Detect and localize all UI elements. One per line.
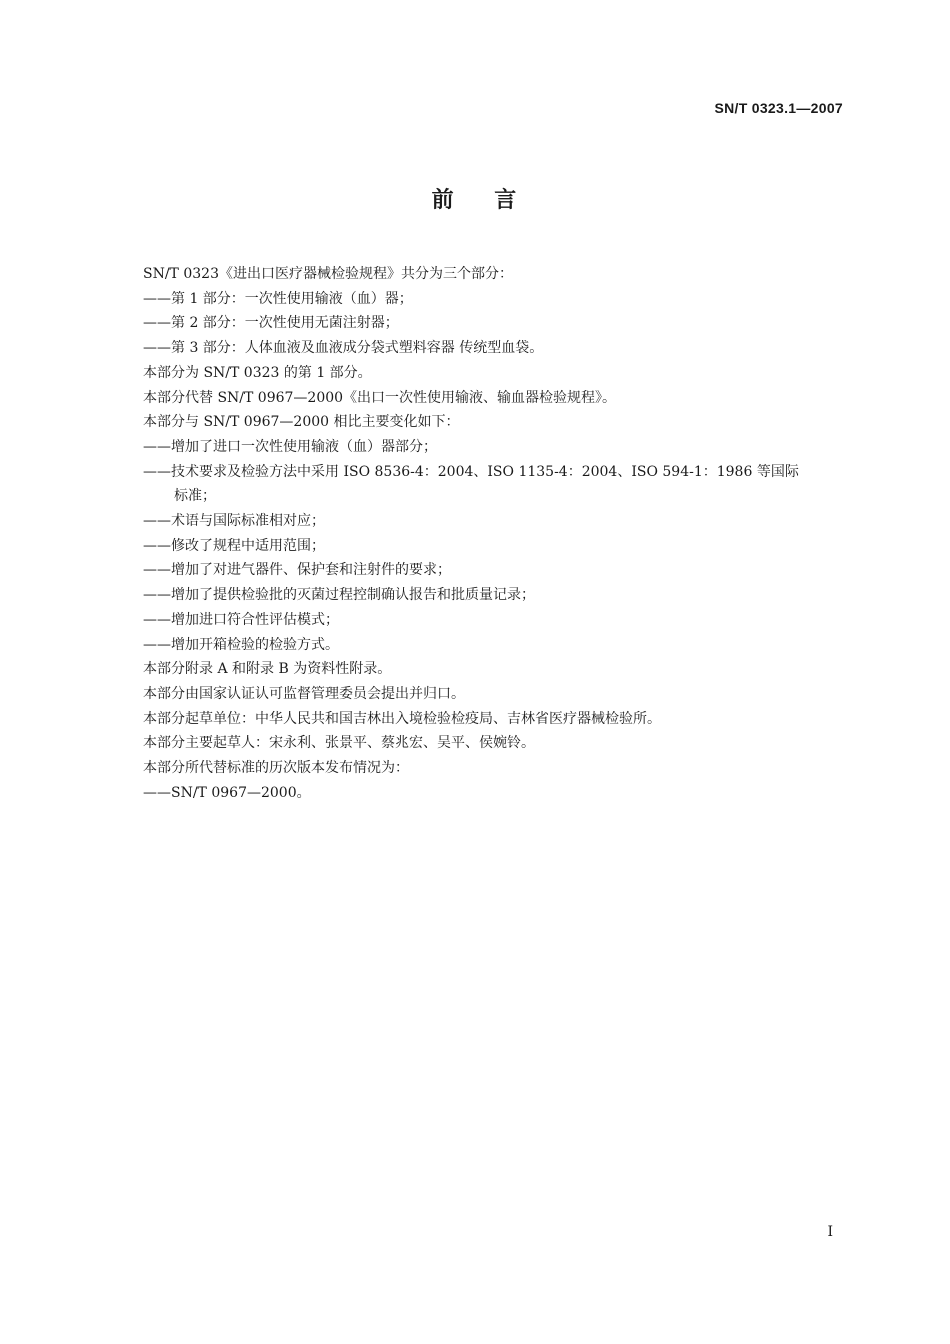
foreword-body [143,262,845,805]
annex-statement: 本部分附录 A 和附录 B 为资料性附录。 [143,661,392,678]
part-statement: 本部分为 SN/T 0323 的第 1 部分。 [143,364,372,381]
change-item: ——增加了提供检验批的灭菌过程控制确认报告和批质量记录； [143,587,535,604]
intro-line: SN/T 0323《进出口医疗器械检验规程》共分为三个部分： [143,266,513,282]
drafters: 本部分主要起草人：宋永利、张景平、蔡兆宏、吴平、侯婉铃。 [143,735,535,752]
change-item: ——修改了规程中适用范围； [143,537,325,554]
drafting-units: 本部分起草单位：中华人民共和国吉林出入境检验检疫局、吉林省医疗器械检验所。 [143,710,661,727]
change-item: ——增加了对进气器件、保护套和注射件的要求； [143,562,451,579]
part-3-item: ——第 3 部分：人体血液及血液成分袋式塑料容器 传统型血袋。 [143,340,544,357]
history-intro: 本部分所代替标准的历次版本发布情况为： [143,760,409,777]
change-item-continuation: 标准； [174,488,216,505]
change-item: ——技术要求及检验方法中采用 ISO 8536-4：2004、ISO 1135-4：2004、ISO 594-1：1986 等国际 [143,463,799,480]
history-item: ——SN/T 0967—2000。 [143,784,311,801]
change-item: ——增加开箱检验的检验方式。 [143,636,339,653]
standard-number: SN/T 0323.1—2007 [714,100,843,116]
changes-intro: 本部分与 SN/T 0967—2000 相比主要变化如下： [143,414,460,431]
change-item: ——增加了进口一次性使用输液（血）器部分； [143,438,437,455]
page-number: I [827,1224,833,1240]
change-item: ——术语与国际标准相对应； [143,513,325,530]
part-2-item: ——第 2 部分：一次性使用无菌注射器； [143,315,399,332]
change-item: ——增加进口符合性评估模式； [143,611,339,628]
replaces-statement: 本部分代替 SN/T 0967—2000《出口一次性使用输液、输血器检验规程》。 [143,389,617,406]
part-1-item: ——第 1 部分：一次性使用输液（血）器； [143,290,413,307]
proposer-statement: 本部分由国家认证认可监督管理委员会提出并归口。 [143,685,465,702]
page-title: 前 言 [431,188,519,213]
